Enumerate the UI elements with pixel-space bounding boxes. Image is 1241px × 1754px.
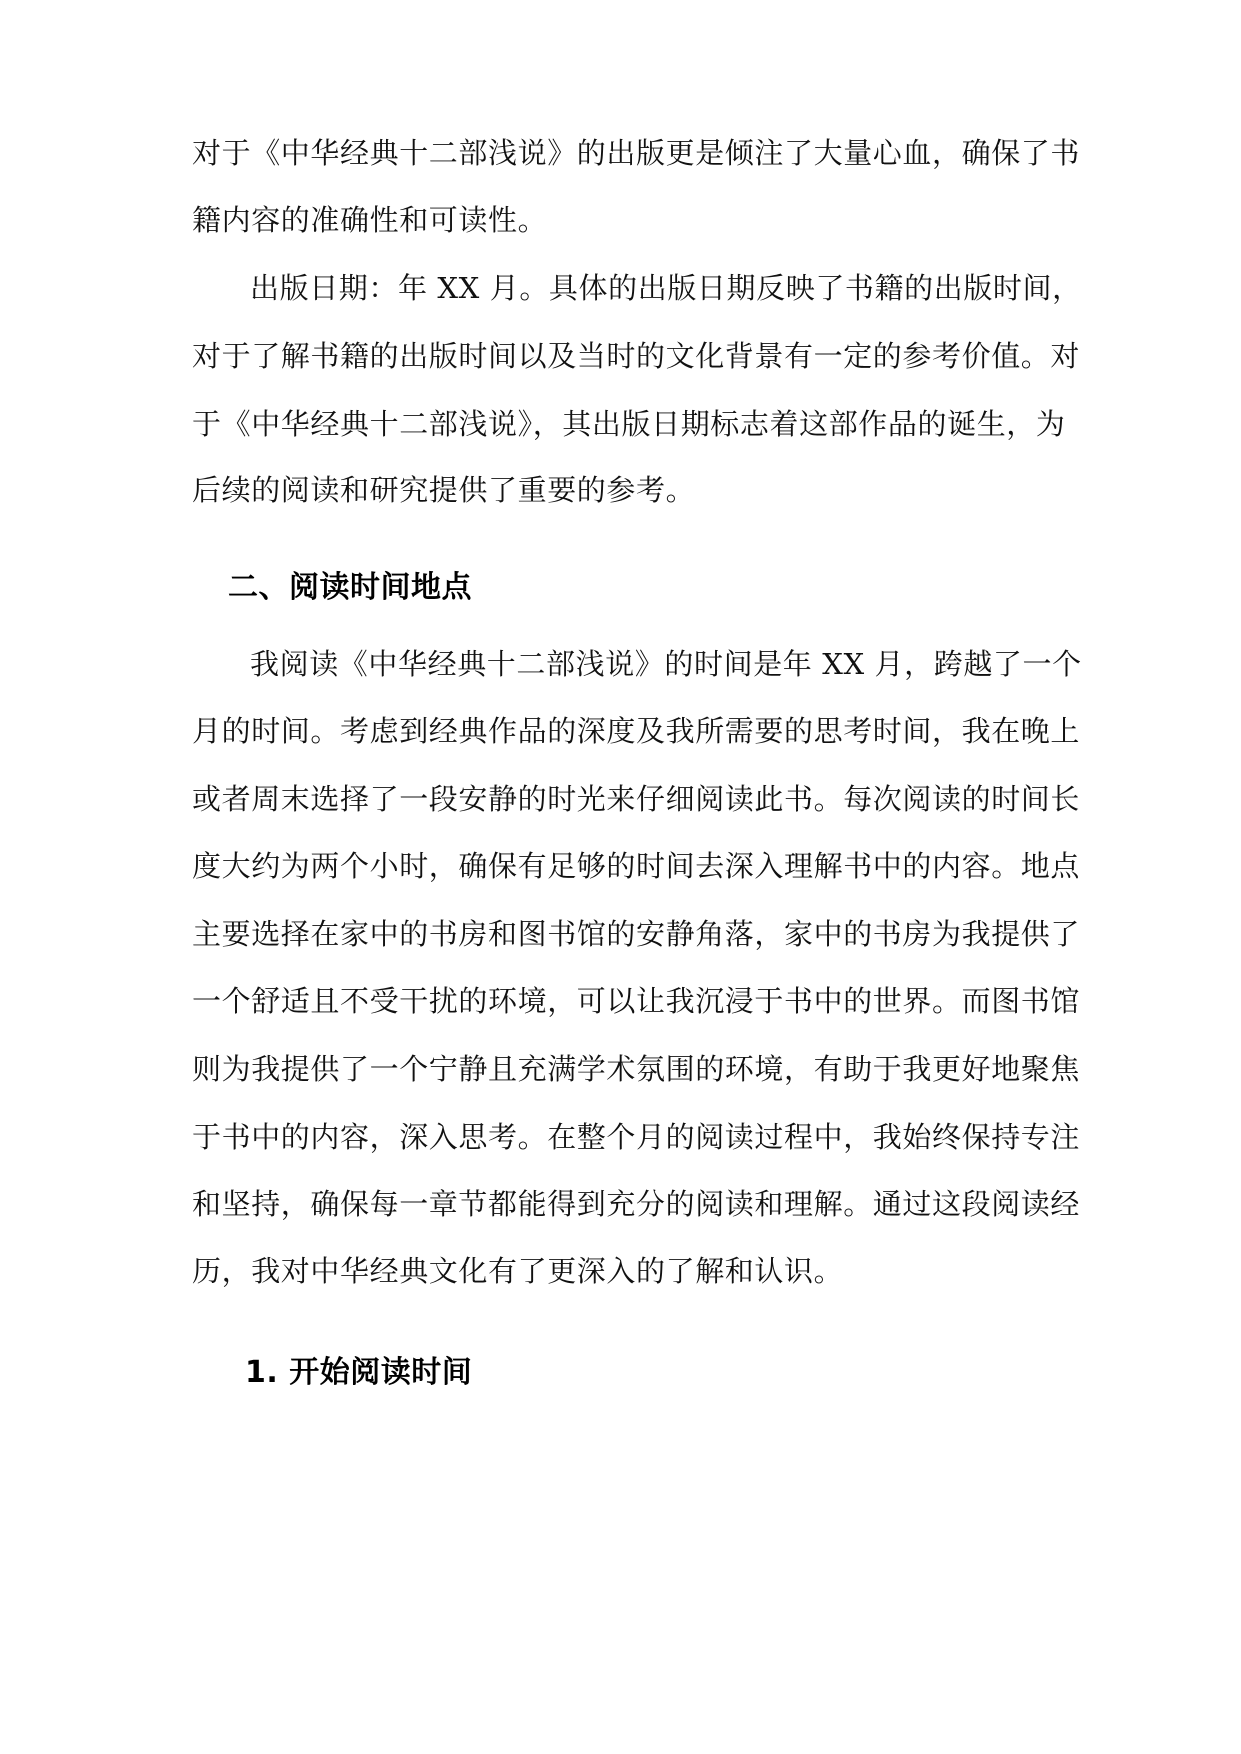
paragraph-3-line-8: 于书中的内容，深入思考。在整个月的阅读过程中，我始终保持专注 xyxy=(192,1120,1081,1154)
paragraph-1-line-1: 对于《中华经典十二部浅说》的出版更是倾注了大量心血，确保了书 xyxy=(192,136,1081,170)
subsection-heading: 1. 开始阅读时间 xyxy=(245,1355,473,1390)
paragraph-2-line-3: 于《中华经典十二部浅说》，其出版日期标志着这部作品的诞生，为 xyxy=(192,407,1066,441)
section-heading: 二、阅读时间地点 xyxy=(228,570,472,605)
paragraph-3-line-5: 主要选择在家中的书房和图书馆的安静角落，家中的书房为我提供了 xyxy=(192,917,1081,951)
paragraph-2-line-2: 对于了解书籍的出版时间以及当时的文化背景有一定的参考价值。对 xyxy=(192,339,1081,373)
paragraph-2-line-1: 出版日期：年 XX 月。具体的出版日期反映了书籍的出版时间， xyxy=(250,271,1082,305)
paragraph-3-line-3: 或者周末选择了一段安静的时光来仔细阅读此书。每次阅读的时间长 xyxy=(192,782,1081,816)
paragraph-3-line-9: 和坚持，确保每一章节都能得到充分的阅读和理解。通过这段阅读经 xyxy=(192,1187,1081,1221)
paragraph-2-line-4: 后续的阅读和研究提供了重要的参考。 xyxy=(192,473,696,507)
paragraph-3-line-7: 则为我提供了一个宁静且充满学术氛围的环境，有助于我更好地聚焦 xyxy=(192,1052,1081,1086)
paragraph-1-line-2: 籍内容的准确性和可读性。 xyxy=(192,203,548,237)
paragraph-3-line-1: 我阅读《中华经典十二部浅说》的时间是年 XX 月，跨越了一个 xyxy=(250,647,1082,681)
paragraph-3-line-2: 月的时间。考虑到经典作品的深度及我所需要的思考时间，我在晚上 xyxy=(192,714,1081,748)
paragraph-3-line-6: 一个舒适且不受干扰的环境，可以让我沉浸于书中的世界。而图书馆 xyxy=(192,984,1081,1018)
paragraph-3-line-4: 度大约为两个小时，确保有足够的时间去深入理解书中的内容。地点 xyxy=(192,849,1081,883)
paragraph-3-line-10: 历，我对中华经典文化有了更深入的了解和认识。 xyxy=(192,1254,844,1288)
